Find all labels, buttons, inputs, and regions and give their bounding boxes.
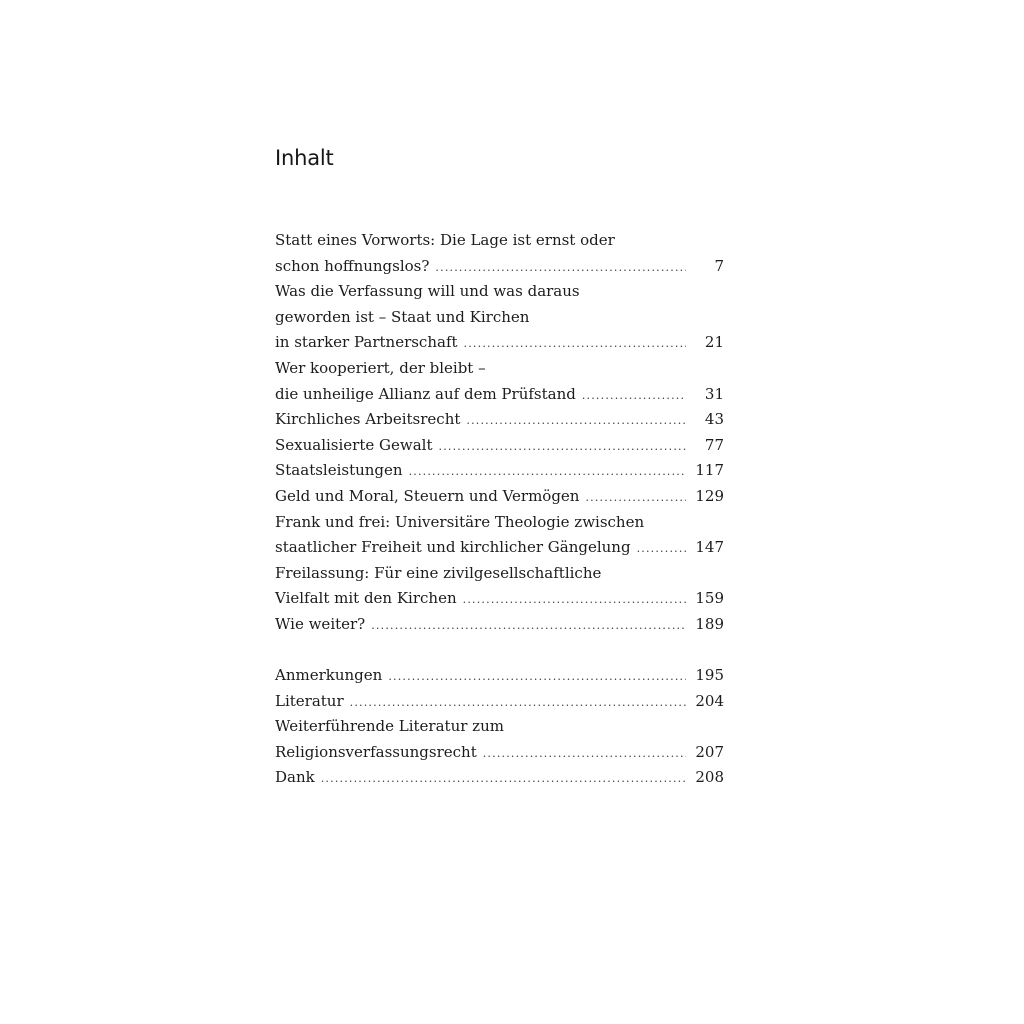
toc-entry-line — [275, 535, 724, 561]
toc-page-number: 207 — [695, 742, 724, 761]
toc-entry-title: Vielfalt mit den Kirchen — [275, 589, 457, 608]
toc-entry — [275, 612, 724, 638]
toc-entry-title: Frank und frei: Universitäre Theologie zwischen — [275, 512, 645, 531]
toc-entry-line — [275, 586, 724, 612]
toc-entry-title: Kirchliches Arbeitsrecht — [275, 410, 461, 429]
toc-entry — [275, 714, 724, 765]
toc-entry-title: Literatur — [275, 691, 344, 710]
toc-entry-title: Dank — [275, 768, 315, 787]
toc-entry-line — [275, 612, 724, 638]
toc-entry-title: staatlicher Freiheit und kirchlicher Gängelung — [275, 538, 631, 557]
toc-entry-title: Statt eines Vorworts: Die Lage ist ernst oder — [275, 231, 615, 249]
dot-leader — [388, 664, 686, 690]
toc-entry-line — [275, 484, 724, 510]
toc-entry — [275, 228, 724, 279]
toc-entry-title: Was die Verfassung will und was daraus — [275, 282, 580, 301]
toc-entry — [275, 356, 724, 407]
toc-page-number: 43 — [704, 410, 724, 429]
toc-entry-line — [275, 228, 724, 254]
toc-entry-line — [275, 407, 724, 433]
toc-page-number: 31 — [704, 384, 724, 403]
dot-leader — [409, 459, 686, 485]
toc-entry-line — [275, 382, 724, 408]
toc-entry-title: Religionsverfassungsrecht — [275, 742, 477, 761]
dot-leader — [463, 587, 686, 613]
toc-page-number: 21 — [704, 333, 724, 352]
toc-entry — [275, 484, 724, 510]
toc-entry-line — [275, 254, 724, 280]
dot-leader — [464, 331, 686, 357]
toc-page-number: 147 — [695, 538, 724, 557]
dot-leader — [466, 408, 686, 434]
toc-entry-title: schon hoffnungslos? — [275, 256, 430, 275]
toc-heading: Inhalt — [275, 146, 334, 170]
toc-entry-line — [275, 305, 724, 331]
toc-entry-title: geworden ist – Staat und Kirchen — [275, 307, 530, 326]
dot-leader — [435, 255, 686, 281]
toc-page-number: 129 — [695, 486, 724, 505]
toc-entry — [275, 458, 724, 484]
dot-leader — [637, 536, 686, 562]
toc-entry-title: Geld und Moral, Steuern und Vermögen — [275, 486, 580, 505]
toc-page-number: 208 — [695, 768, 724, 787]
toc-entry — [275, 407, 724, 433]
toc-entry — [275, 663, 724, 689]
toc-entry-line — [275, 330, 724, 356]
toc-entry — [275, 510, 724, 561]
toc-entry — [275, 279, 724, 356]
toc-page-number: 195 — [695, 666, 724, 685]
toc-page-number: 7 — [714, 256, 724, 275]
toc-entry — [275, 765, 724, 791]
toc-entry-title: Staatsleistungen — [275, 461, 403, 480]
toc-entry-line — [275, 765, 724, 791]
toc-entry-line — [275, 279, 724, 305]
toc-entry-title: Anmerkungen — [275, 666, 383, 685]
toc-entry-title: Wer kooperiert, der bleibt – — [275, 358, 486, 377]
toc-entry-line — [275, 689, 724, 715]
dot-leader — [439, 434, 687, 460]
dot-leader — [371, 613, 686, 639]
toc-page-number: 77 — [704, 435, 724, 454]
toc-entry-line — [275, 433, 724, 459]
toc-entry — [275, 561, 724, 612]
dot-leader — [483, 741, 686, 767]
toc-page-number: 189 — [695, 614, 724, 633]
toc-entry-title: die unheilige Allianz auf dem Prüfstand — [275, 384, 576, 403]
toc-entry-line — [275, 356, 724, 382]
toc-page-number: 159 — [695, 589, 724, 608]
toc-entry-line — [275, 561, 724, 587]
dot-leader — [585, 485, 686, 511]
toc-page-number: 204 — [695, 691, 724, 710]
toc-entry-line — [275, 458, 724, 484]
dot-leader — [582, 383, 686, 409]
toc-entry-line — [275, 740, 724, 766]
toc-entry-title: Wie weiter? — [275, 614, 366, 633]
toc-entry — [275, 689, 724, 715]
toc-entry-title: Freilassung: Für eine zivilgesellschaftliche — [275, 563, 602, 582]
toc-page-number: 117 — [695, 461, 724, 480]
toc-entry-line — [275, 714, 724, 740]
dot-leader — [350, 690, 686, 716]
table-of-contents — [275, 228, 724, 791]
toc-entry-title: in starker Partnerschaft — [275, 333, 458, 352]
toc-entry — [275, 433, 724, 459]
dot-leader — [321, 766, 686, 792]
toc-entry-line — [275, 510, 724, 536]
toc-entry-title: Sexualisierte Gewalt — [275, 435, 433, 454]
toc-entry-title: Weiterführende Literatur zum — [275, 717, 504, 736]
toc-entry-line — [275, 663, 724, 689]
